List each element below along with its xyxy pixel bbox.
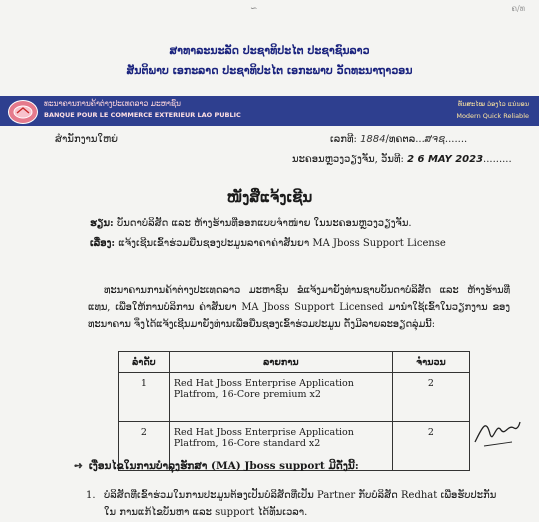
bank-header-band <box>0 96 539 126</box>
page-mark: ຄ/ທ <box>511 4 525 13</box>
recipient-text: ບັນດາບໍລິສັດ ແລະ ຫ້າງຮ້ານທີ່ອອກແບບຈຳໜ່າຍ ໃນນະຄອນຫຼວງວຽງຈັນ. <box>116 218 412 229</box>
ref-dept: /ທຄຕລ... <box>385 134 425 145</box>
ref-handwritten-dept: ສຈຊ <box>424 134 445 145</box>
row-no: 1 <box>119 373 170 422</box>
conditions-heading <box>74 460 359 472</box>
nation-line-1: ສາທາລະນະລັດ ປະຊາທິປະໄຕ ປະຊາຊົນລາວ <box>169 44 370 57</box>
col-header-qty: ຈຳນວນ <box>392 352 469 373</box>
bank-logo-icon <box>8 100 38 124</box>
items-table <box>118 351 470 471</box>
recipient-line <box>90 218 412 229</box>
list-item <box>86 487 506 521</box>
date-line <box>292 154 512 165</box>
subject-line <box>90 238 446 249</box>
arrow-bullet-icon: ➺ <box>74 460 83 472</box>
date-prefix: ນະຄອນຫຼວງວຽງຈັນ, ວັນທີ: <box>292 154 404 165</box>
bank-name-lao: ທະນາຄານການຄ້າຕ່າງປະເທດລາວ ມະຫາຊົນ <box>44 99 181 108</box>
date-stamp: 2 6 MAY 2023 <box>407 154 484 165</box>
col-header-no: ລຳດັບ <box>119 352 170 373</box>
body-text: ທະນາຄານການຄ້າຕ່າງປະເທດລາວ ມະຫາຊົນ ຂໍແຈ້ງມາຍັງທ່ານຊາບບັນດາບໍລິສັດ ແລະ ຫ້າງຮ້ານທີ່ ແທນ, ເພື່ອໃຫ້ການບໍລິການ ຄ່າສັນຍາ MA Jboss Support Licensed ມານຳໃຊ້ເຂົ້າໃນວຽກງານ ຂອງ ທະນາຄານ ຈຶ່ງໄດ້ແຈ້ງເຊີນມາຍັງທ່ານເພື່ອຍື່ນຊອງເຂົ້າຮ່ວມປະມູນ ດັ່ງມີລາຍລະອຽດລຸ່ມນີ້: <box>88 285 510 330</box>
subject-label: ເລື່ອງ: <box>90 238 116 249</box>
sender-office: ສຳນັກງານໃຫຍ່ <box>55 134 119 145</box>
document-title: ໜັງສືແຈ້ງເຊີນ <box>226 188 313 206</box>
body-paragraph <box>88 282 510 333</box>
table-row <box>119 373 470 422</box>
list-item-text: ບໍລິສັດທີ່ເຂົ້າຮ່ວມໃນການປະມູນຕ້ອງເປັນບໍລິສັດທີ່ເປັນ Partner ກັບບໍລິສັດ Redhat ເພື່ອຮັບປະກັນໃນ ການແກ້ໄຂບັນຫາ ແລະ support ໄດ້ທັນເວລາ. <box>104 490 497 518</box>
col-header-item: ລາຍການ <box>169 352 392 373</box>
reference-number <box>330 134 467 145</box>
row-item: Red Hat Jboss Enterprise Application Platfrom, 16-Core premium x2 <box>169 373 392 422</box>
row-no: 2 <box>119 422 170 471</box>
recipient-label: ຮຽນ: <box>90 218 114 229</box>
bank-name-french: BANQUE POUR LE COMMERCE EXTERIEUR LAO PUBLIC <box>44 111 241 119</box>
ref-label: ເລກທີ: <box>330 134 357 145</box>
top-mark: ∽ <box>250 4 258 14</box>
list-item-number: 1. <box>86 490 96 501</box>
ref-trail: ....... <box>444 134 468 145</box>
table-header-row <box>119 352 470 373</box>
signature-mark <box>472 408 522 454</box>
row-qty: 2 <box>392 422 469 471</box>
bank-slogan-english: Modern Quick Reliable <box>456 112 529 120</box>
row-qty: 2 <box>392 373 469 422</box>
subject-text: ແຈ້ງເຊີນເຂົ້າຮ່ວມຍື່ນຊອງປະມູນລາຄາຄ່າສັນຍາ MA Jboss Support License <box>118 238 446 249</box>
row-item: Red Hat Jboss Enterprise Application Platfrom, 16-Core standard x2 <box>169 422 392 471</box>
bank-slogan-lao: ທັນສະໄໝ ວ່ອງໄວ ແນ່ນອນ <box>457 100 529 108</box>
conditions-heading-text: ເງື່ອນໄຂໃນການບຳລຸງຮັກສາ (MA) Jboss support ມີດັ່ງນີ້: <box>88 460 359 472</box>
ref-number: 1884 <box>360 134 386 145</box>
nation-line-2: ສັນຕິພາບ ເອກະລາດ ປະຊາທິປະໄຕ ເອກະພາບ ວັດທະນາຖາວອນ <box>126 64 413 77</box>
date-trail: ......... <box>483 154 512 165</box>
